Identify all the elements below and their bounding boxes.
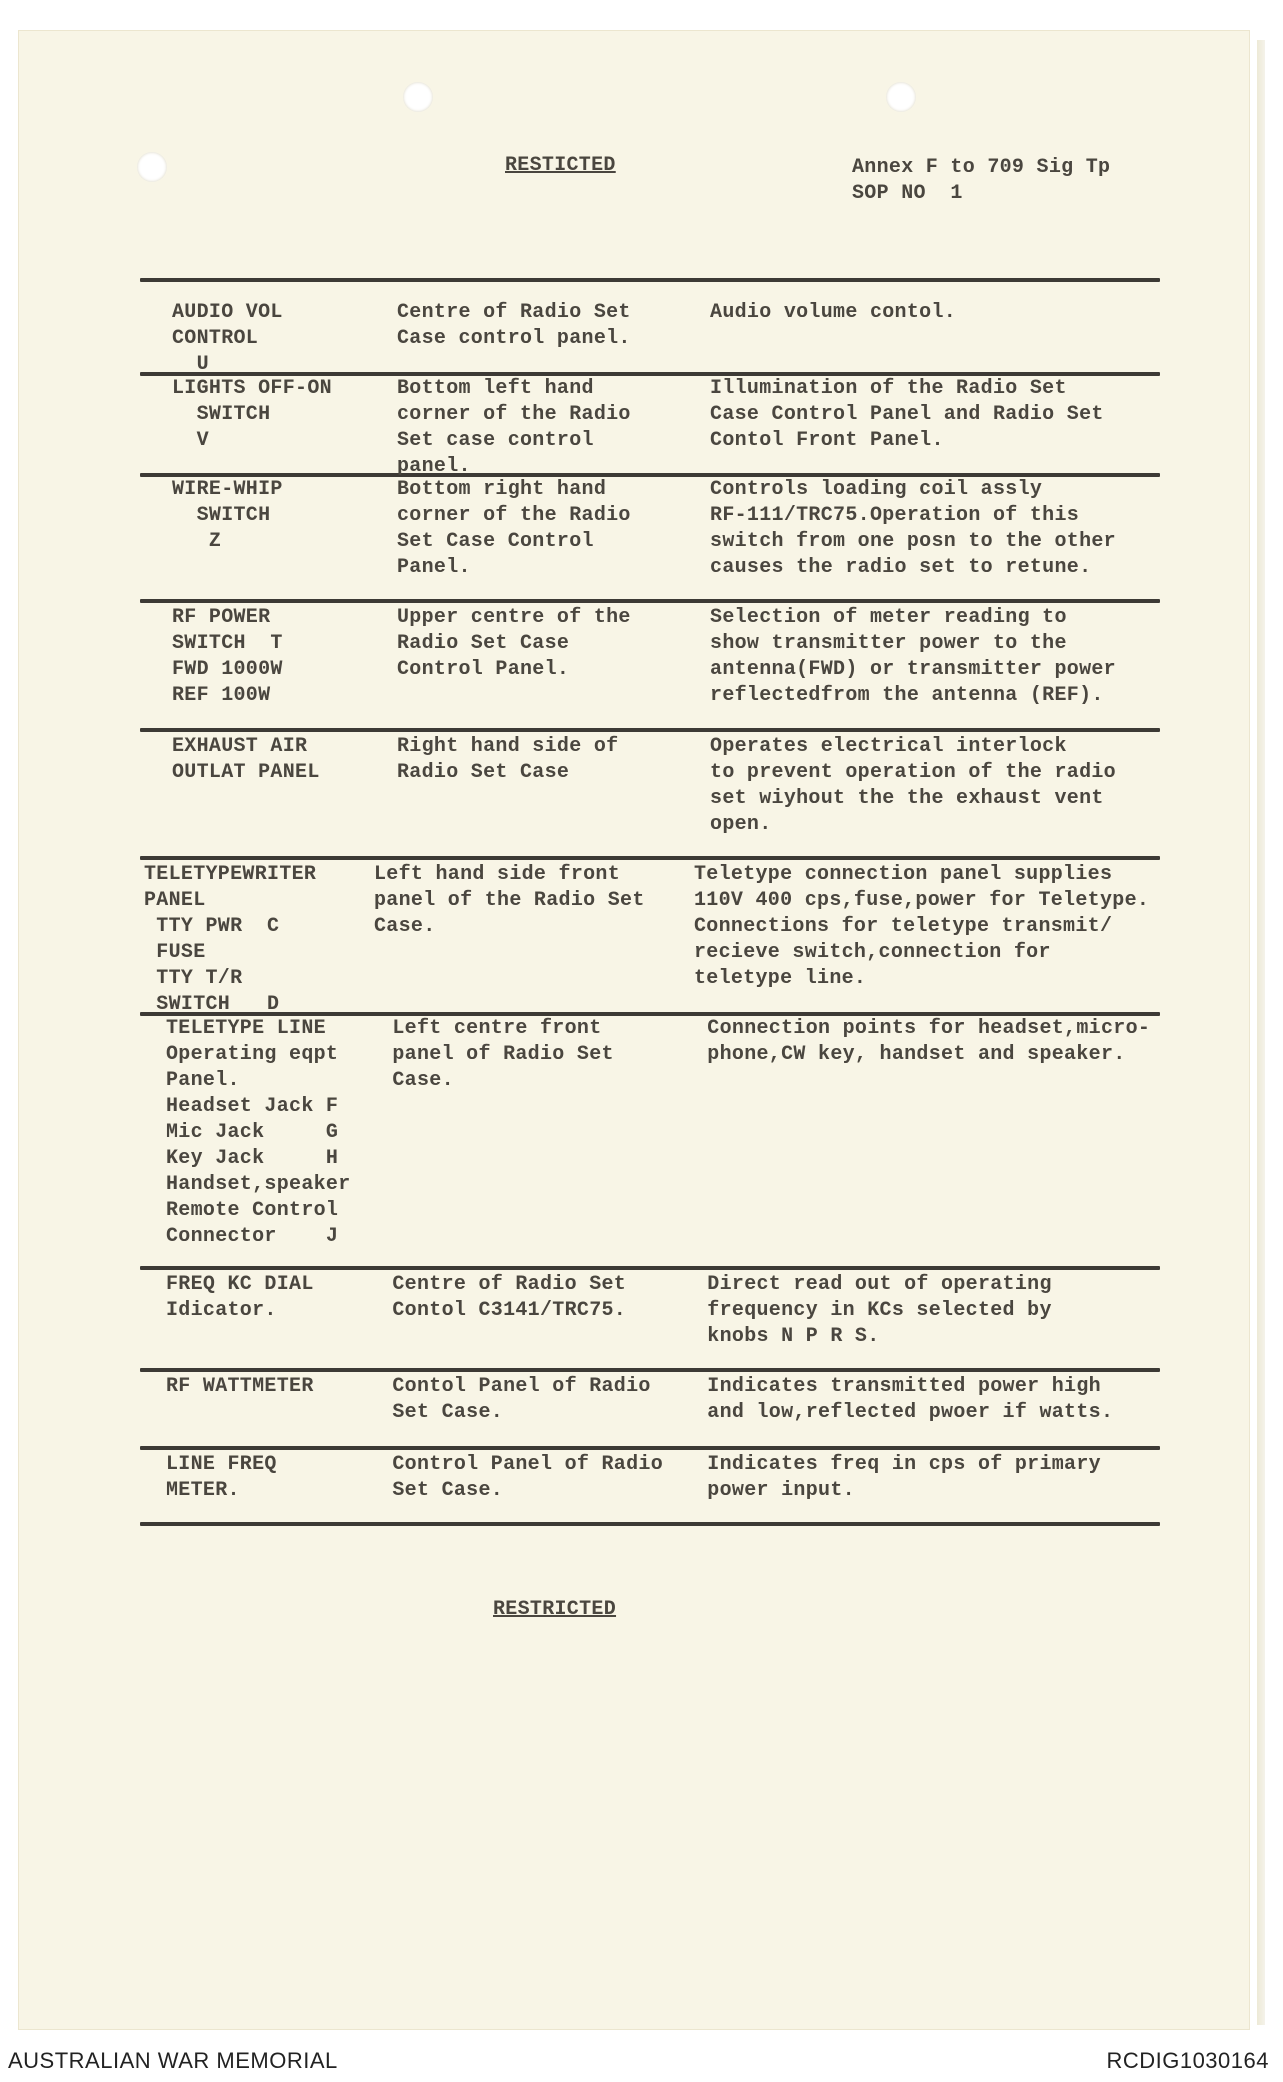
control-location: Control Panel of Radio Set Case. bbox=[392, 1453, 664, 1502]
controls-table bbox=[140, 278, 1160, 1526]
control-location: Centre of Radio Set Contol C3141/TRC75. bbox=[392, 1273, 627, 1322]
control-name: WIRE-WHIP SWITCH Z bbox=[172, 478, 283, 553]
row-divider bbox=[140, 856, 1160, 860]
table-row bbox=[140, 862, 1160, 1016]
annex-reference bbox=[852, 155, 1110, 207]
row-divider bbox=[140, 728, 1160, 732]
control-location: Bottom right hand corner of the Radio Set Case Control Panel. bbox=[396, 478, 631, 579]
table-row bbox=[140, 1272, 1160, 1368]
control-function: Teletype connection panel supplies 110V 400 cps,fuse,power for Teletype. Connections for teletype transmit/ recieve switch,connection for teletype line. bbox=[694, 863, 1150, 990]
control-function: Indicates transmitted power high and low,reflected pwoer if watts. bbox=[707, 1375, 1114, 1424]
row-divider bbox=[140, 599, 1160, 603]
table-row bbox=[140, 376, 1160, 478]
control-name: RF WATTMETER bbox=[166, 1375, 314, 1398]
control-location: Bottom left hand corner of the Radio Set case control panel. bbox=[396, 377, 631, 478]
control-name: EXHAUST AIR OUTLAT PANEL bbox=[172, 735, 320, 784]
page-edge bbox=[1257, 40, 1265, 2025]
control-function: Controls loading coil assly RF-111/TRC75.Operation of this switch from one posn to the other causes the radio set to retune. bbox=[710, 478, 1116, 579]
punch-hole-right bbox=[886, 82, 916, 112]
control-location: Left centre front panel of Radio Set Case. bbox=[392, 1017, 614, 1092]
archive-institution: AUSTRALIAN WAR MEMORIAL bbox=[8, 2048, 338, 2073]
control-location: Contol Panel of Radio Set Case. bbox=[392, 1375, 651, 1424]
control-location: Centre of Radio Set Case control panel. bbox=[396, 301, 631, 350]
control-location: Right hand side of Radio Set Case bbox=[396, 735, 619, 784]
control-name: LIGHTS OFF-ON SWITCH V bbox=[172, 377, 332, 452]
control-location: Left hand side front panel of the Radio Set Case. bbox=[374, 863, 645, 938]
control-function: Operates electrical interlock to prevent operation of the radio set wiyhout the the exhaust vent open. bbox=[710, 735, 1116, 836]
control-name: AUDIO VOL CONTROL U bbox=[172, 301, 283, 376]
table-row bbox=[140, 1374, 1160, 1446]
control-name: TELETYPEWRITER PANEL TTY PWR C FUSE TTY T/R SWITCH D bbox=[144, 863, 317, 1016]
table-row bbox=[140, 1452, 1160, 1522]
control-name: LINE FREQ METER. bbox=[166, 1453, 277, 1502]
control-function: Selection of meter reading to show transmitter power to the antenna(FWD) or transmitter power reflectedfrom the antenna (REF). bbox=[710, 606, 1116, 707]
control-function: Connection points for headset,micro- phone,CW key, handset and speaker. bbox=[707, 1017, 1151, 1066]
row-divider bbox=[140, 1446, 1160, 1450]
footer-classification: RESTRICTED bbox=[493, 1598, 617, 1621]
archive-reference: RCDIG1030164 bbox=[1106, 2048, 1269, 2073]
control-function: Audio volume contol. bbox=[710, 301, 957, 324]
table-row bbox=[140, 477, 1160, 599]
annex-line-2: SOP NO 1 bbox=[852, 182, 963, 205]
control-function: Direct read out of operating frequency in KCs selected by knobs N P R S. bbox=[707, 1273, 1052, 1348]
punch-hole-center bbox=[403, 82, 433, 112]
table-row bbox=[140, 605, 1160, 728]
control-location: Upper centre of the Radio Set Case Control Panel. bbox=[396, 606, 631, 681]
table-row bbox=[140, 1016, 1160, 1266]
punch-hole-left bbox=[137, 152, 167, 182]
control-name: RF POWER SWITCH T FWD 1000W REF 100W bbox=[172, 606, 283, 707]
table-row bbox=[140, 734, 1160, 856]
control-function: Indicates freq in cps of primary power input. bbox=[707, 1453, 1101, 1502]
table-top-rule bbox=[140, 278, 1160, 282]
table-row bbox=[140, 300, 1160, 376]
header-classification: RESTICTED bbox=[505, 154, 616, 177]
row-divider bbox=[140, 1266, 1160, 1270]
control-function: Illumination of the Radio Set Case Control Panel and Radio Set Contol Front Panel. bbox=[710, 377, 1104, 452]
table-bottom-rule bbox=[140, 1522, 1160, 1526]
control-name: TELETYPE LINE Operating eqpt Panel. Headset Jack F Mic Jack G Key Jack H Handset,speaker Remote Control Connector J bbox=[166, 1017, 351, 1248]
annex-line-1: Annex F to 709 Sig Tp bbox=[852, 156, 1111, 179]
control-name: FREQ KC DIAL Idicator. bbox=[166, 1273, 314, 1322]
row-divider bbox=[140, 1368, 1160, 1372]
